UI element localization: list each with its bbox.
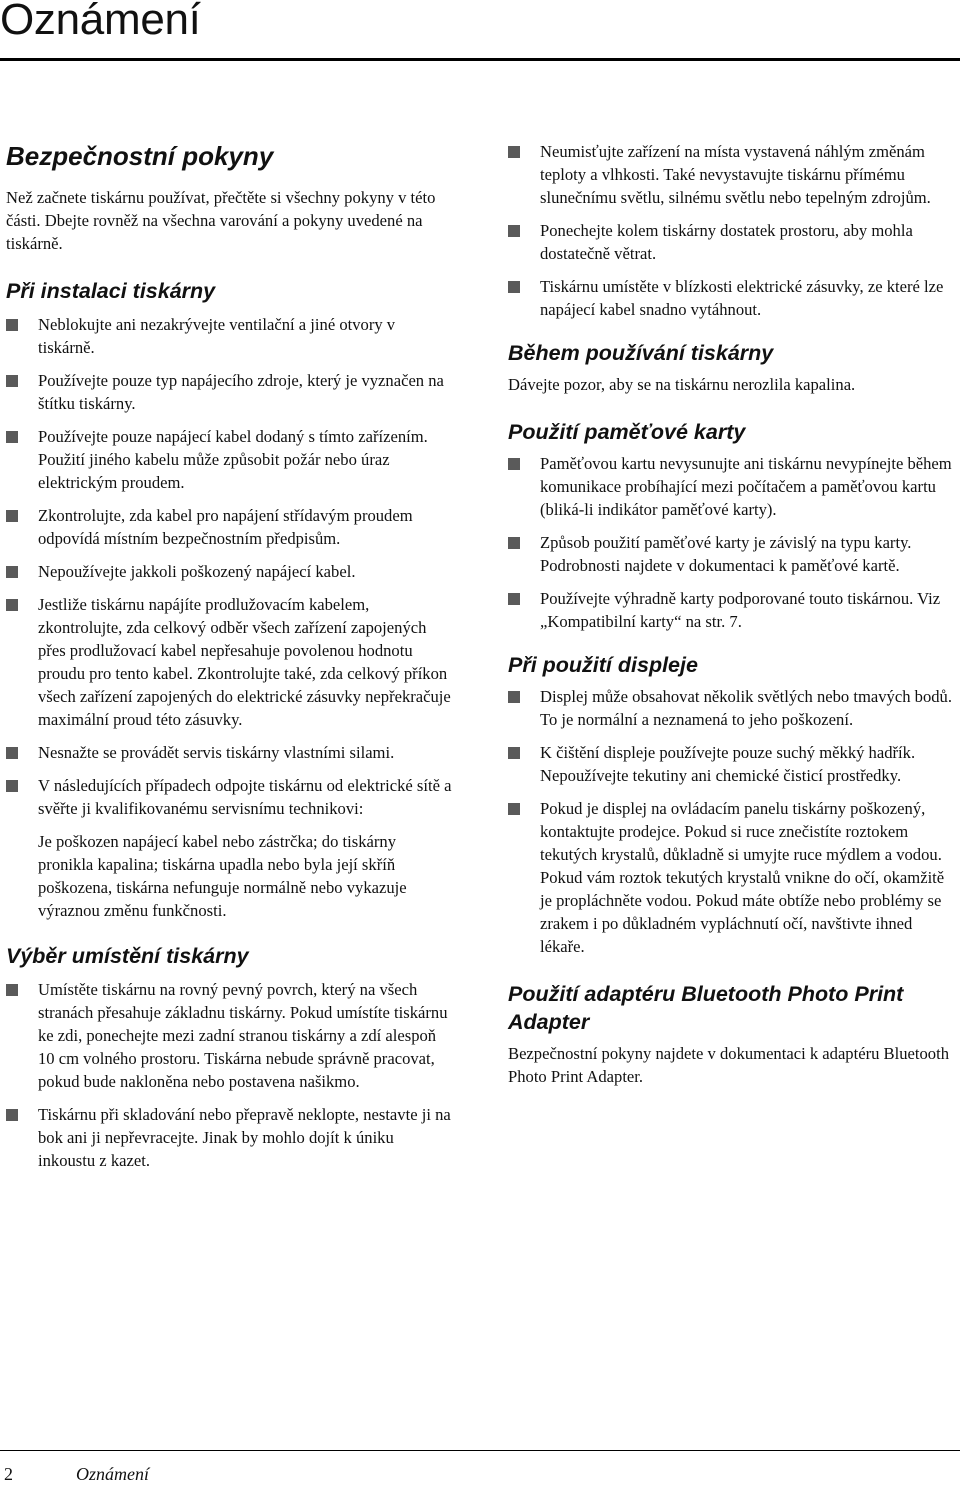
list-item xyxy=(6,593,454,731)
list-item-text: Tiskárnu při skladování nebo přepravě neklopte, nestavte ji na bok ani ji nepřevracejte. Jinak by mohlo dojít k úniku inkoustu z kazet. xyxy=(38,1105,451,1170)
list-item-text: Používejte pouze typ napájecího zdroje, který je vyznačen na štítku tiskárny. xyxy=(38,371,444,413)
bullet-square-icon xyxy=(508,803,520,815)
list-item-text: Ponechejte kolem tiskárny dostatek prostoru, aby mohla dostatečně větrat. xyxy=(540,221,913,263)
list-item xyxy=(6,1103,454,1172)
bullet-square-icon xyxy=(508,747,520,759)
list-item xyxy=(6,978,454,1093)
placement-section xyxy=(6,942,454,1172)
display-list xyxy=(508,685,954,958)
safety-intro: Než začnete tiskárnu používat, přečtěte si všechny pokyny v této části. Dbejte rovněž na všechna varování a pokyny uvedené na tiskárně. xyxy=(6,188,436,253)
list-item xyxy=(508,452,954,521)
list-item-text: K čištění displeje používejte pouze suchý měkký hadřík. Nepoužívejte tekutiny ani chemické čisticí prostředky. xyxy=(540,743,916,785)
bullet-square-icon xyxy=(6,510,18,522)
list-item xyxy=(6,741,454,764)
list-item xyxy=(6,369,454,415)
list-item-text: Způsob použití paměťové karty je závislý na typu karty. Podrobnosti najdete v dokumentaci k paměťové kartě. xyxy=(540,533,912,575)
left-column xyxy=(6,140,454,1182)
list-item xyxy=(508,797,954,958)
list-item xyxy=(508,140,954,209)
list-item-text: Umístěte tiskárnu na rovný pevný povrch, který na všech stranách přesahuje základnu tiskárny. Pokud umístíte tiskárnu ke zdi, ponechejte mezi zadní stranou tiskárny a zdí alespoň 10 cm volného prostoru. Tiskárna nebude správně pracovat, pokud bude nakloněna nebo postavena našikmo. xyxy=(38,980,448,1091)
list-item xyxy=(508,587,954,633)
memory-card-heading: Použití paměťové karty xyxy=(508,420,746,444)
footer-rule xyxy=(0,1450,960,1451)
install-section xyxy=(6,277,454,922)
during-use-section xyxy=(508,339,954,396)
safety-section xyxy=(6,140,454,255)
bullet-square-icon xyxy=(6,747,18,759)
list-item xyxy=(6,425,454,494)
bullet-square-icon xyxy=(508,281,520,293)
footer-section-title: Oznámení xyxy=(76,1464,149,1484)
install-heading: Při instalaci tiskárny xyxy=(6,279,216,303)
during-use-text: Dávejte pozor, aby se na tiskárnu nerozlila kapalina. xyxy=(508,375,856,394)
bullet-square-icon xyxy=(6,375,18,387)
memory-card-list xyxy=(508,452,954,633)
list-item-text: Nesnažte se provádět servis tiskárny vlastními silami. xyxy=(38,743,395,762)
bluetooth-section xyxy=(508,980,954,1088)
placement-continued-list xyxy=(508,140,954,321)
list-item-subparagraph: Je poškozen napájecí kabel nebo zástrčka; do tiskárny pronikla kapalina; tiskárna upadla nebo byla její skříň poškozena, tiskárna nefunguje normálně nebo vykazuje výraznou změnu funkčnosti. xyxy=(38,832,407,920)
list-item-text: Pokud je displej na ovládacím panelu tiskárny poškozený, kontaktujte prodejce. Pokud si ruce znečistíte roztokem tekutých krystalů, důkladně si umyjte ruce mýdlem a vodou. Pokud vám roztok tekutých krystalů vnikne do očí, okamžitě je propláchněte vodou. Pokud máte obtíže nebo problémy se zrakem i po důkladném vypláchnutí očí, navštivte ihned lékaře. xyxy=(540,799,945,956)
bullet-square-icon xyxy=(6,780,18,792)
bullet-square-icon xyxy=(6,599,18,611)
title-rule xyxy=(0,58,960,61)
bullet-square-icon xyxy=(6,431,18,443)
page-number: 2 xyxy=(4,1464,13,1484)
list-item-text: Používejte pouze napájecí kabel dodaný s tímto zařízením. Použití jiného kabelu může způsobit požár nebo úraz elektrickým proudem. xyxy=(38,427,428,492)
during-use-heading: Během používání tiskárny xyxy=(508,341,774,365)
list-item xyxy=(6,504,454,550)
bullet-square-icon xyxy=(508,458,520,470)
list-item xyxy=(508,531,954,577)
list-item xyxy=(6,774,454,922)
list-item-text: Jestliže tiskárnu napájíte prodlužovacím kabelem, zkontrolujte, zda celkový odběr všech zařízení zapojených přes prodlužovací kabel nepřesahuje povolenou hodnotu proudu pro tento kabel. Zkontrolujte také, zda celkový příkon všech zařízení zapojených do elektrické zásuvky nepřekračuje maximální proud této zásuvky. xyxy=(38,595,451,729)
list-item xyxy=(508,685,954,731)
list-item xyxy=(508,741,954,787)
bullet-square-icon xyxy=(508,225,520,237)
bullet-square-icon xyxy=(508,593,520,605)
right-column xyxy=(508,140,954,1088)
bullet-square-icon xyxy=(508,146,520,158)
list-item-text: Nepoužívejte jakkoli poškozený napájecí kabel. xyxy=(38,562,356,581)
memory-card-section xyxy=(508,418,954,633)
placement-continued-section xyxy=(508,140,954,321)
bullet-square-icon xyxy=(6,319,18,331)
placement-list xyxy=(6,978,454,1172)
bluetooth-text: Bezpečnostní pokyny najdete v dokumentaci k adaptéru Bluetooth Photo Print Adapter. xyxy=(508,1044,949,1086)
list-item-text: Zkontrolujte, zda kabel pro napájení střídavým proudem odpovídá místním bezpečnostním předpisům. xyxy=(38,506,413,548)
list-item-text: Displej může obsahovat několik světlých nebo tmavých bodů. To je normální a neznamená to jeho poškození. xyxy=(540,687,952,729)
list-item-text: Používejte výhradně karty podporované touto tiskárnou. Viz „Kompatibilní karty“ na str. 7. xyxy=(540,589,941,631)
display-heading: Při použití displeje xyxy=(508,653,698,677)
display-section xyxy=(508,651,954,958)
list-item xyxy=(508,219,954,265)
placement-heading: Výběr umístění tiskárny xyxy=(6,944,249,968)
bullet-square-icon xyxy=(6,1109,18,1121)
install-list xyxy=(6,313,454,922)
list-item-text: Neumisťujte zařízení na místa vystavená náhlým změnám teploty a vlhkosti. Také nevystavujte tiskárnu přímému slunečnímu světlu, silnému světlu nebo tepelným zdrojům. xyxy=(540,142,931,207)
list-item-text: V následujících případech odpojte tiskárnu od elektrické sítě a svěřte ji kvalifikovanému servisnímu technikovi: xyxy=(38,776,452,818)
list-item-text: Neblokujte ani nezakrývejte ventilační a jiné otvory v tiskárně. xyxy=(38,315,396,357)
bullet-square-icon xyxy=(6,984,18,996)
bullet-square-icon xyxy=(6,566,18,578)
bluetooth-heading: Použití adaptéru Bluetooth Photo Print Adapter xyxy=(508,982,904,1034)
safety-heading: Bezpečnostní pokyny xyxy=(6,141,274,171)
list-item xyxy=(6,313,454,359)
bullet-square-icon xyxy=(508,691,520,703)
list-item-text: Paměťovou kartu nevysunujte ani tiskárnu nevypínejte během komunikace probíhající mezi počítačem a paměťovou kartu (bliká-li indikátor paměťové karty). xyxy=(540,454,952,519)
page-title: Oznámení xyxy=(0,0,201,44)
list-item xyxy=(6,560,454,583)
list-item-text: Tiskárnu umístěte v blízkosti elektrické zásuvky, ze které lze napájecí kabel snadno vytáhnout. xyxy=(540,277,944,319)
list-item xyxy=(508,275,954,321)
bullet-square-icon xyxy=(508,537,520,549)
